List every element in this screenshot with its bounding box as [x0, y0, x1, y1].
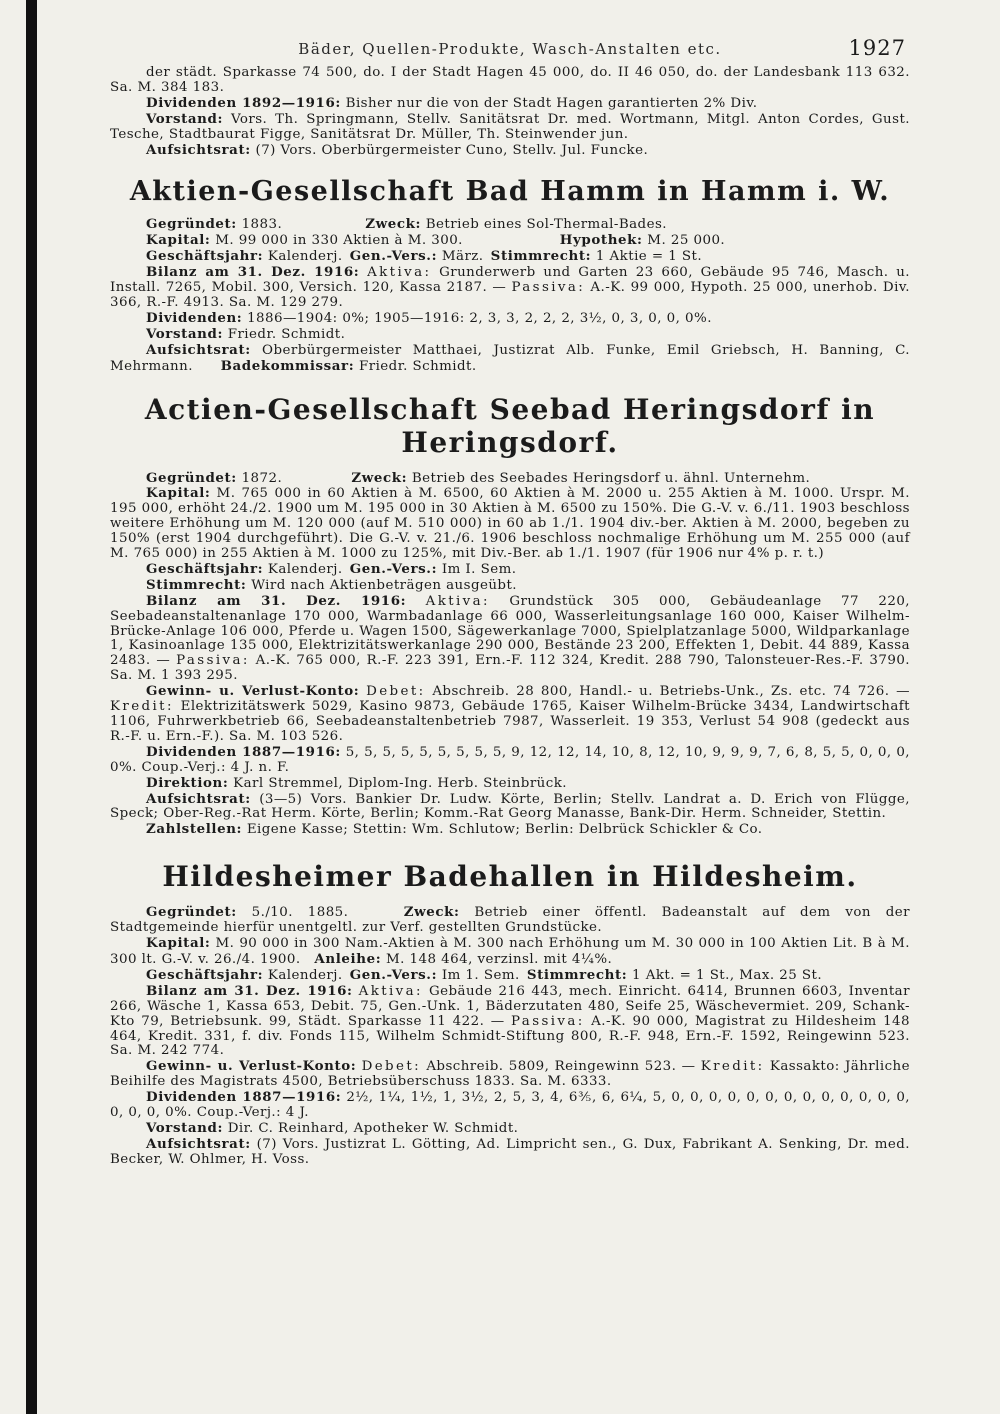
value: Eigene Kasse; Stettin: Wm. Schlutow; Berlin: Delbrück Schickler & Co. [246, 822, 763, 838]
label: Dividenden 1892—1916: [146, 94, 341, 111]
kapital-hypothek [110, 233, 910, 249]
value: M. 99 000 in 330 Aktien à M. 300. [215, 233, 463, 249]
value: 1872. [241, 470, 283, 486]
label: Stimmrecht: [146, 576, 247, 593]
label: Zahlstellen: [146, 821, 243, 838]
label: Geschäftsjahr: [146, 966, 264, 983]
label: Kapital: [146, 232, 211, 249]
value: Vors. Th. Springmann, Stellv. Sanitätsrat Dr. med. Wortmann, Mitgl. Anton Cordes, Gust. Tesche, Stadtbaurat Figge, Sanitätsrat Dr. Müller, Th. Steinwender jun. [110, 111, 910, 142]
aufsichtsrat [110, 1137, 910, 1168]
entry-hildesheimer-badehallen [110, 860, 910, 1167]
label: Gen.-Vers.: [349, 248, 438, 265]
geschaeftsjahr-line [110, 249, 910, 265]
value: 5, 5, 5, 5, 5, 5, 5, 5, 5, 9, 12, 12, 14, 10, 8, 12, 10, 9, 9, 9, 7, 6, 8, 5, 5, 0, 0, 0, 0%. Coup.-Verj.: 4 J. n. F. [110, 744, 911, 775]
label: Gewinn- u. Verlust-Konto: [146, 683, 360, 700]
label: Gegründet: [146, 216, 237, 233]
dividenden [110, 311, 910, 327]
value: Abschreib. 5809, Reingewinn 523. — [426, 1059, 696, 1075]
value: Friedr. Schmidt. [227, 326, 346, 342]
kapital-anleihe [110, 936, 910, 968]
prev-aufsichtsrat [110, 143, 910, 159]
label: Hypothek: [559, 232, 643, 249]
value: 1 Aktie = 1 St. [595, 249, 703, 265]
zahlstellen [110, 822, 910, 838]
label: Bilanz am 31. Dez. 1916: [146, 264, 360, 281]
debet-label: Debet: [361, 1059, 422, 1075]
value: Abschreib. 28 800, Handl.- u. Betriebs-Unk., Zs. etc. 74 726. — [432, 684, 911, 700]
value: Betrieb des Seebades Heringsdorf u. ähnl. Unternehm. [411, 470, 811, 486]
entry-heading: Hildesheimer Badehallen in Hildesheim. [162, 860, 858, 894]
bilanz [110, 594, 910, 684]
entry-seebad-heringsdorf [110, 393, 910, 839]
bilanz [110, 984, 910, 1060]
value: 1883. [241, 217, 283, 233]
label: Gegründet: [146, 904, 237, 921]
aufsichtsrat [110, 792, 910, 823]
gewinn-verlust [110, 1059, 910, 1090]
value: 2½, 1¼, 1½, 1, 3½, 2, 5, 3, 4, 6⅗, 6, 6¼, 5, 0, 0, 0, 0, 0, 0, 0, 0, 0, 0, 0, 0, 0, 0, 0, 0, 0%. Coup.-Verj.: 4 J. [110, 1090, 911, 1121]
value: M. 148 464, verzinsl. mit 4¼%. [385, 951, 613, 967]
label: Vorstand: [146, 325, 223, 342]
label: Zweck: [351, 469, 408, 486]
entry-heading: Actien-Gesellschaft Seebad Heringsdorf in Heringsdorf. [144, 392, 876, 459]
value: Grundstück 305 000, Gebäudeanlage 77 220, Seebadeanstaltenanlage 170 000, Warmbadanlage 66 000, Wasserleitungsanlage 160 000, Kaiser Wilhelm-Brücke-Anlage 106 000, Pferde u. Wagen 1500, Sägewerkanlage 7000, Spielplatzanlage 5000, Wildparkanlage 1, Kasinoanlage 135 000, Elektrizitätswerkanlage 290 000, Bestände 23 200, Effekten 1, Debit. 44 889, Kassa 2483. — [110, 593, 910, 669]
vorstand [110, 327, 910, 343]
value: Gebäude 216 443, mech. Einricht. 6414, Brunnen 6603, Inventar 266, Wäsche 1, Kassa 653, Debit. 75, Gen.-Unk. 1, Bäderzutaten 480, Seife 25, Wäschevermiet. 209, Schank-Kto 79, Betriebsunk. 99, Städt. Sparkasse 11 422. — [110, 983, 910, 1029]
passiva-label: Passiva: [176, 653, 250, 669]
value: Kalenderj. [267, 249, 343, 265]
value: M. 765 000 in 60 Aktien à M. 6500, 60 Aktien à M. 2000 u. 255 Aktien à M. 1000. Urspr. M. 195 000, erhöht 24./2. 1900 um M. 195 000 in 30 Aktien à M. 6500 zu 150%. Die G.-V. v. 6./11. 1903 beschloss weitere Erhöhung um M. 120 000 (auf M. 510 000) in 60 ab 1./1. 1904 div.-ber. Aktien à M. 2000, begeben zu 150% (erst 1904 durchgeführt). Die G.-V. v. 21./6. 1906 beschloss nochmalige Erhöhung um M. 255 000 (auf M. 765 000) in 255 Aktien à M. 1000 zu 125%, mit Div.-Ber. ab 1./1. 1907 (für 1906 nur 4% p. r. t.) [110, 486, 910, 562]
value: Oberbürgermeister Matthaei, Justizrat Alb. Funke, Emil Griebsch, H. Banning, C. Mehrmann. [110, 342, 910, 374]
value: A.-K. 90 000, Magistrat zu Hildesheim 148 464, Kredit. 331, f. div. Fonds 115, Wilhelm Schmidt-Stiftung 800, R.-F. 948, Ern.-F. 1592, Reingewinn 523. Sa. M. 242 774. [110, 1013, 910, 1059]
gegruendet-zweck [110, 217, 910, 233]
label: Zweck: [403, 904, 460, 921]
value: Wird nach Aktienbeträgen ausgeübt. [251, 577, 517, 593]
label: Bilanz am 31. Dez. 1916: [146, 982, 353, 999]
value: Karl Stremmel, Diplom-Ing. Herb. Steinbrück. [233, 775, 567, 791]
gewinn-verlust [110, 684, 910, 745]
vorstand [110, 1121, 910, 1137]
aktiva-label: Aktiva: [358, 983, 423, 999]
label: Bilanz am 31. Dez. 1916: [146, 592, 407, 609]
kredit-label: Kredit: [700, 1059, 765, 1075]
value: Betrieb eines Sol-Thermal-Bades. [425, 217, 667, 233]
value: Betrieb einer öffentl. Badeanstalt auf dem von der Stadtgemeinde hierfür unentgeltl. zur Verf. gestellten Grundstücke. [110, 905, 910, 936]
value: A.-K. 765 000, R.-F. 223 391, Ern.-F. 112 324, Kredit. 288 790, Talonsteuer-Res.-F. 3790. Sa. M. 1 393 295. [110, 653, 910, 684]
running-title: Bäder, Quellen-Produkte, Wasch-Anstalten etc. [298, 40, 722, 58]
label: Aufsichtsrat: [146, 790, 251, 807]
value: Friedr. Schmidt. [358, 358, 477, 374]
aktiva-label: Aktiva: [367, 265, 432, 281]
label: Aufsichtsrat: [146, 1135, 251, 1152]
value: Kassakto: Jährliche Beihilfe des Magistrats 4500, Betriebsüberschuss 1833. Sa. M. 6333. [110, 1059, 910, 1090]
label: Anleihe: [314, 950, 382, 967]
value: 1886—1904: 0%; 1905—1916: 2, 3, 3, 2, 2, 2, 3½, 0, 3, 0, 0, 0%. [247, 310, 712, 326]
passiva-label: Passiva: [511, 1013, 585, 1029]
label: Vorstand: [146, 110, 223, 127]
kapital [110, 486, 910, 562]
label: Dividenden: [146, 309, 243, 326]
value: März. [441, 249, 484, 265]
value: M. 90 000 in 300 Nam.-Aktien à M. 300 nach Erhöhung um M. 30 000 in 100 Aktien Lit. B à M. 300 lt. G.-V. v. 26./4. 1900. [110, 936, 910, 967]
label: Aufsichtsrat: [146, 341, 251, 358]
label: Gen.-Vers.: [349, 560, 438, 577]
label: Gen.-Vers.: [349, 966, 438, 983]
value: 1 Akt. = 1 St., Max. 25 St. [632, 967, 823, 983]
geschaeftsjahr-line [110, 562, 910, 578]
label: Geschäftsjahr: [146, 560, 264, 577]
aufsichtsrat [110, 343, 910, 375]
geschaeftsjahr-line [110, 968, 910, 984]
label: Geschäftsjahr: [146, 248, 264, 265]
value: Dir. C. Reinhard, Apotheker W. Schmidt. [227, 1120, 519, 1136]
dividenden [110, 1090, 910, 1121]
prev-vorstand [110, 112, 910, 143]
debet-label: Debet: [366, 684, 426, 700]
bilanz [110, 265, 910, 311]
label: Direktion: [146, 774, 229, 791]
aktiva-label: Aktiva: [425, 593, 490, 609]
value: 5./10. 1885. [251, 905, 349, 921]
label: Kapital: [146, 935, 211, 952]
value: Im I. Sem. [441, 561, 517, 577]
value: Grunderwerb und Garten 23 660, Gebäude 95 746, Masch. u. Install. 7265, Mobil. 300, Versich. 120, Kassa 2187. — [110, 265, 910, 296]
value: (7) Vors. Justizrat L. Götting, Ad. Limpricht sen., G. Dux, Fabrikant A. Senking, Dr. med. Becker, W. Ohlmer, H. Voss. [110, 1136, 910, 1167]
label: Gewinn- u. Verlust-Konto: [146, 1058, 357, 1075]
value: (7) Vors. Oberbürgermeister Cuno, Stellv. Jul. Funcke. [255, 142, 649, 158]
label: Dividenden 1887—1916: [146, 1089, 342, 1106]
gegruendet-zweck [110, 905, 910, 936]
value: Bisher nur die von der Stadt Hagen garantierten 2% Div. [345, 95, 758, 111]
page-number: 1927 [848, 36, 906, 60]
label: Gegründet: [146, 469, 237, 486]
passiva-label: Passiva: [511, 280, 586, 296]
value: Elektrizitätswerk 5029, Kasino 9873, Gebäude 1765, Kaiser Wilhelm-Brücke 3434, Landwirtschaft 1106, Fuhrwerkbetrieb 66, Seebadeanstaltenbetrieb 7987, Wasserleit. 19 353, Verlust 54 908 (gedeckt aus R.-F. u. Ern.-F.). Sa. M. 103 526. [110, 699, 910, 744]
entry-heading: Aktien-Gesellschaft Bad Hamm in Hamm i. W. [129, 176, 891, 208]
value: Im 1. Sem. [441, 967, 520, 983]
label: Kapital: [146, 485, 211, 502]
value: M. 25 000. [647, 233, 726, 249]
label: Stimmrecht: [490, 248, 592, 265]
value: Kalenderj. [267, 561, 343, 577]
label: Stimmrecht: [526, 966, 628, 983]
label: Badekommissar: [220, 357, 355, 374]
value: A.-K. 99 000, Hypoth. 25 000, unerhob. Div. 366, R.-F. 4913. Sa. M. 129 279. [110, 280, 910, 310]
label: Aufsichtsrat: [146, 141, 251, 158]
gegruendet-zweck [110, 471, 910, 487]
running-header [110, 36, 910, 66]
left-border-rule [26, 0, 37, 1414]
kredit-label: Kredit: [110, 699, 174, 715]
dividenden [110, 745, 910, 776]
entry-bad-hamm [110, 176, 910, 374]
prev-entry-text: der städt. Sparkasse 74 500, do. I der Stadt Hagen 45 000, do. II 46 050, do. der Landesbank 113 632. Sa. M. 384 183. [110, 65, 910, 95]
prev-entry [110, 66, 910, 158]
label: Zweck: [365, 216, 422, 233]
prev-dividenden [110, 96, 910, 112]
direktion [110, 776, 910, 792]
page-content [110, 36, 910, 1168]
label: Vorstand: [146, 1119, 223, 1136]
label: Dividenden 1887—1916: [146, 743, 341, 760]
stimmrecht [110, 578, 910, 594]
value: Kalenderj. [267, 967, 343, 983]
value: (3—5) Vors. Bankier Dr. Ludw. Körte, Berlin; Stellv. Landrat a. D. Erich von Flügge, Speck; Ober-Reg.-Rat Herm. Körte, Berlin; Komm.-Rat Georg Manasse, Bank-Dir. Herm. Schneider, Stettin. [110, 791, 910, 822]
